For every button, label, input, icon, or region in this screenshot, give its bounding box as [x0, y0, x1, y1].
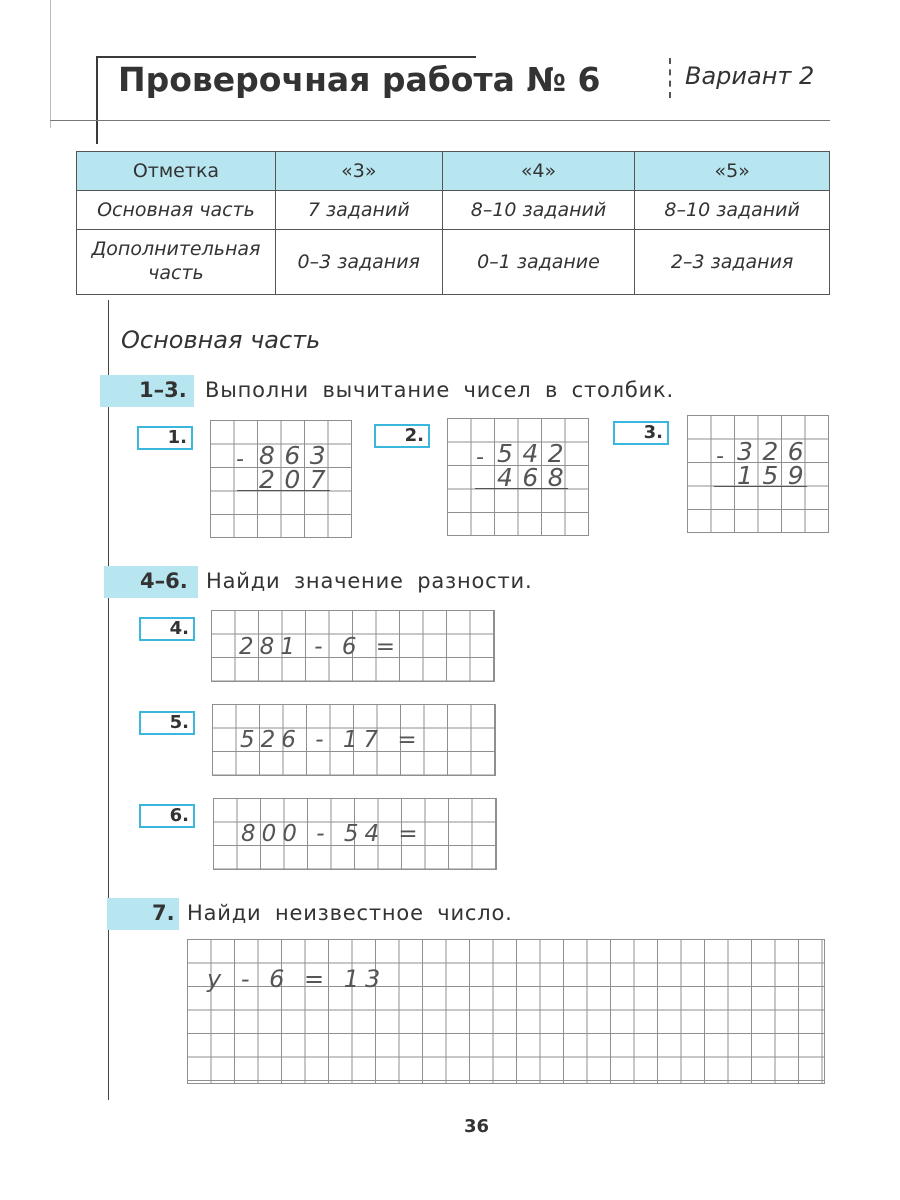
grades-header-cell: «3»	[275, 152, 442, 191]
margin-guide-line	[108, 300, 109, 1100]
expression: 281 - 6 =	[239, 634, 402, 660]
grades-cell: 8–10 заданий	[635, 191, 830, 230]
task-number: 1–3.	[139, 378, 187, 402]
variant-separator	[669, 58, 671, 98]
expression: 800 - 54 =	[241, 821, 424, 847]
subtrahend: 159	[737, 461, 814, 490]
equation: y - 6 = 13	[207, 965, 387, 993]
grades-cell: 2–3 задания	[635, 230, 830, 295]
minus-sign: -	[476, 445, 484, 470]
task-number: 7.	[152, 901, 175, 925]
minuend: 326	[737, 437, 814, 466]
grades-header-cell: «4»	[442, 152, 635, 191]
sum-line	[237, 490, 330, 491]
grades-cell	[77, 230, 276, 295]
task-number: 4–6.	[140, 569, 188, 593]
grades-cell: 0–1 задание	[442, 230, 635, 295]
minus-sign: -	[236, 447, 244, 472]
title-frame-top	[96, 56, 476, 58]
expression: 526 - 17 =	[240, 727, 423, 753]
grades-cell: Основная часть	[77, 191, 276, 230]
sum-line	[714, 486, 807, 487]
subtrahend: 207	[259, 465, 336, 494]
task-text: Найди неизвестное число.	[187, 901, 513, 925]
minuend: 542	[497, 439, 574, 468]
header-underline	[50, 120, 830, 121]
page-number: 36	[464, 1116, 490, 1137]
answer-box[interactable]: 1.	[137, 426, 193, 450]
title-frame-left	[96, 56, 98, 144]
answer-box[interactable]: 2.	[374, 424, 430, 448]
answer-box[interactable]: 5.	[139, 711, 195, 735]
answer-box[interactable]: 3.	[613, 421, 669, 445]
section-title: Основная часть	[121, 326, 321, 354]
answer-grid[interactable]	[187, 939, 825, 1084]
task-text: Найди значение разности.	[206, 569, 533, 593]
sum-line	[475, 488, 568, 489]
grades-header-cell: «5»	[635, 152, 830, 191]
grades-header-row	[77, 152, 830, 191]
subtrahend: 468	[497, 463, 574, 492]
grades-row-main	[77, 191, 830, 230]
grades-cell: 0–3 задания	[275, 230, 442, 295]
answer-box[interactable]: 6.	[139, 804, 195, 828]
grades-cell-label: Дополнительная часть	[91, 238, 261, 284]
grades-row-extra	[77, 230, 830, 295]
task-text: Выполни вычитание чисел в столбик.	[205, 378, 675, 402]
minuend: 863	[259, 441, 336, 470]
grades-header-cell: Отметка	[77, 152, 276, 191]
answer-box[interactable]: 4.	[139, 617, 195, 641]
variant-label: Вариант 2	[685, 62, 815, 90]
minus-sign: -	[716, 444, 724, 469]
grades-table	[76, 151, 830, 295]
grades-cell: 7 заданий	[275, 191, 442, 230]
margin-line	[50, 0, 51, 128]
page-title: Проверочная работа № 6	[118, 60, 601, 99]
grades-cell: 8–10 заданий	[442, 191, 635, 230]
